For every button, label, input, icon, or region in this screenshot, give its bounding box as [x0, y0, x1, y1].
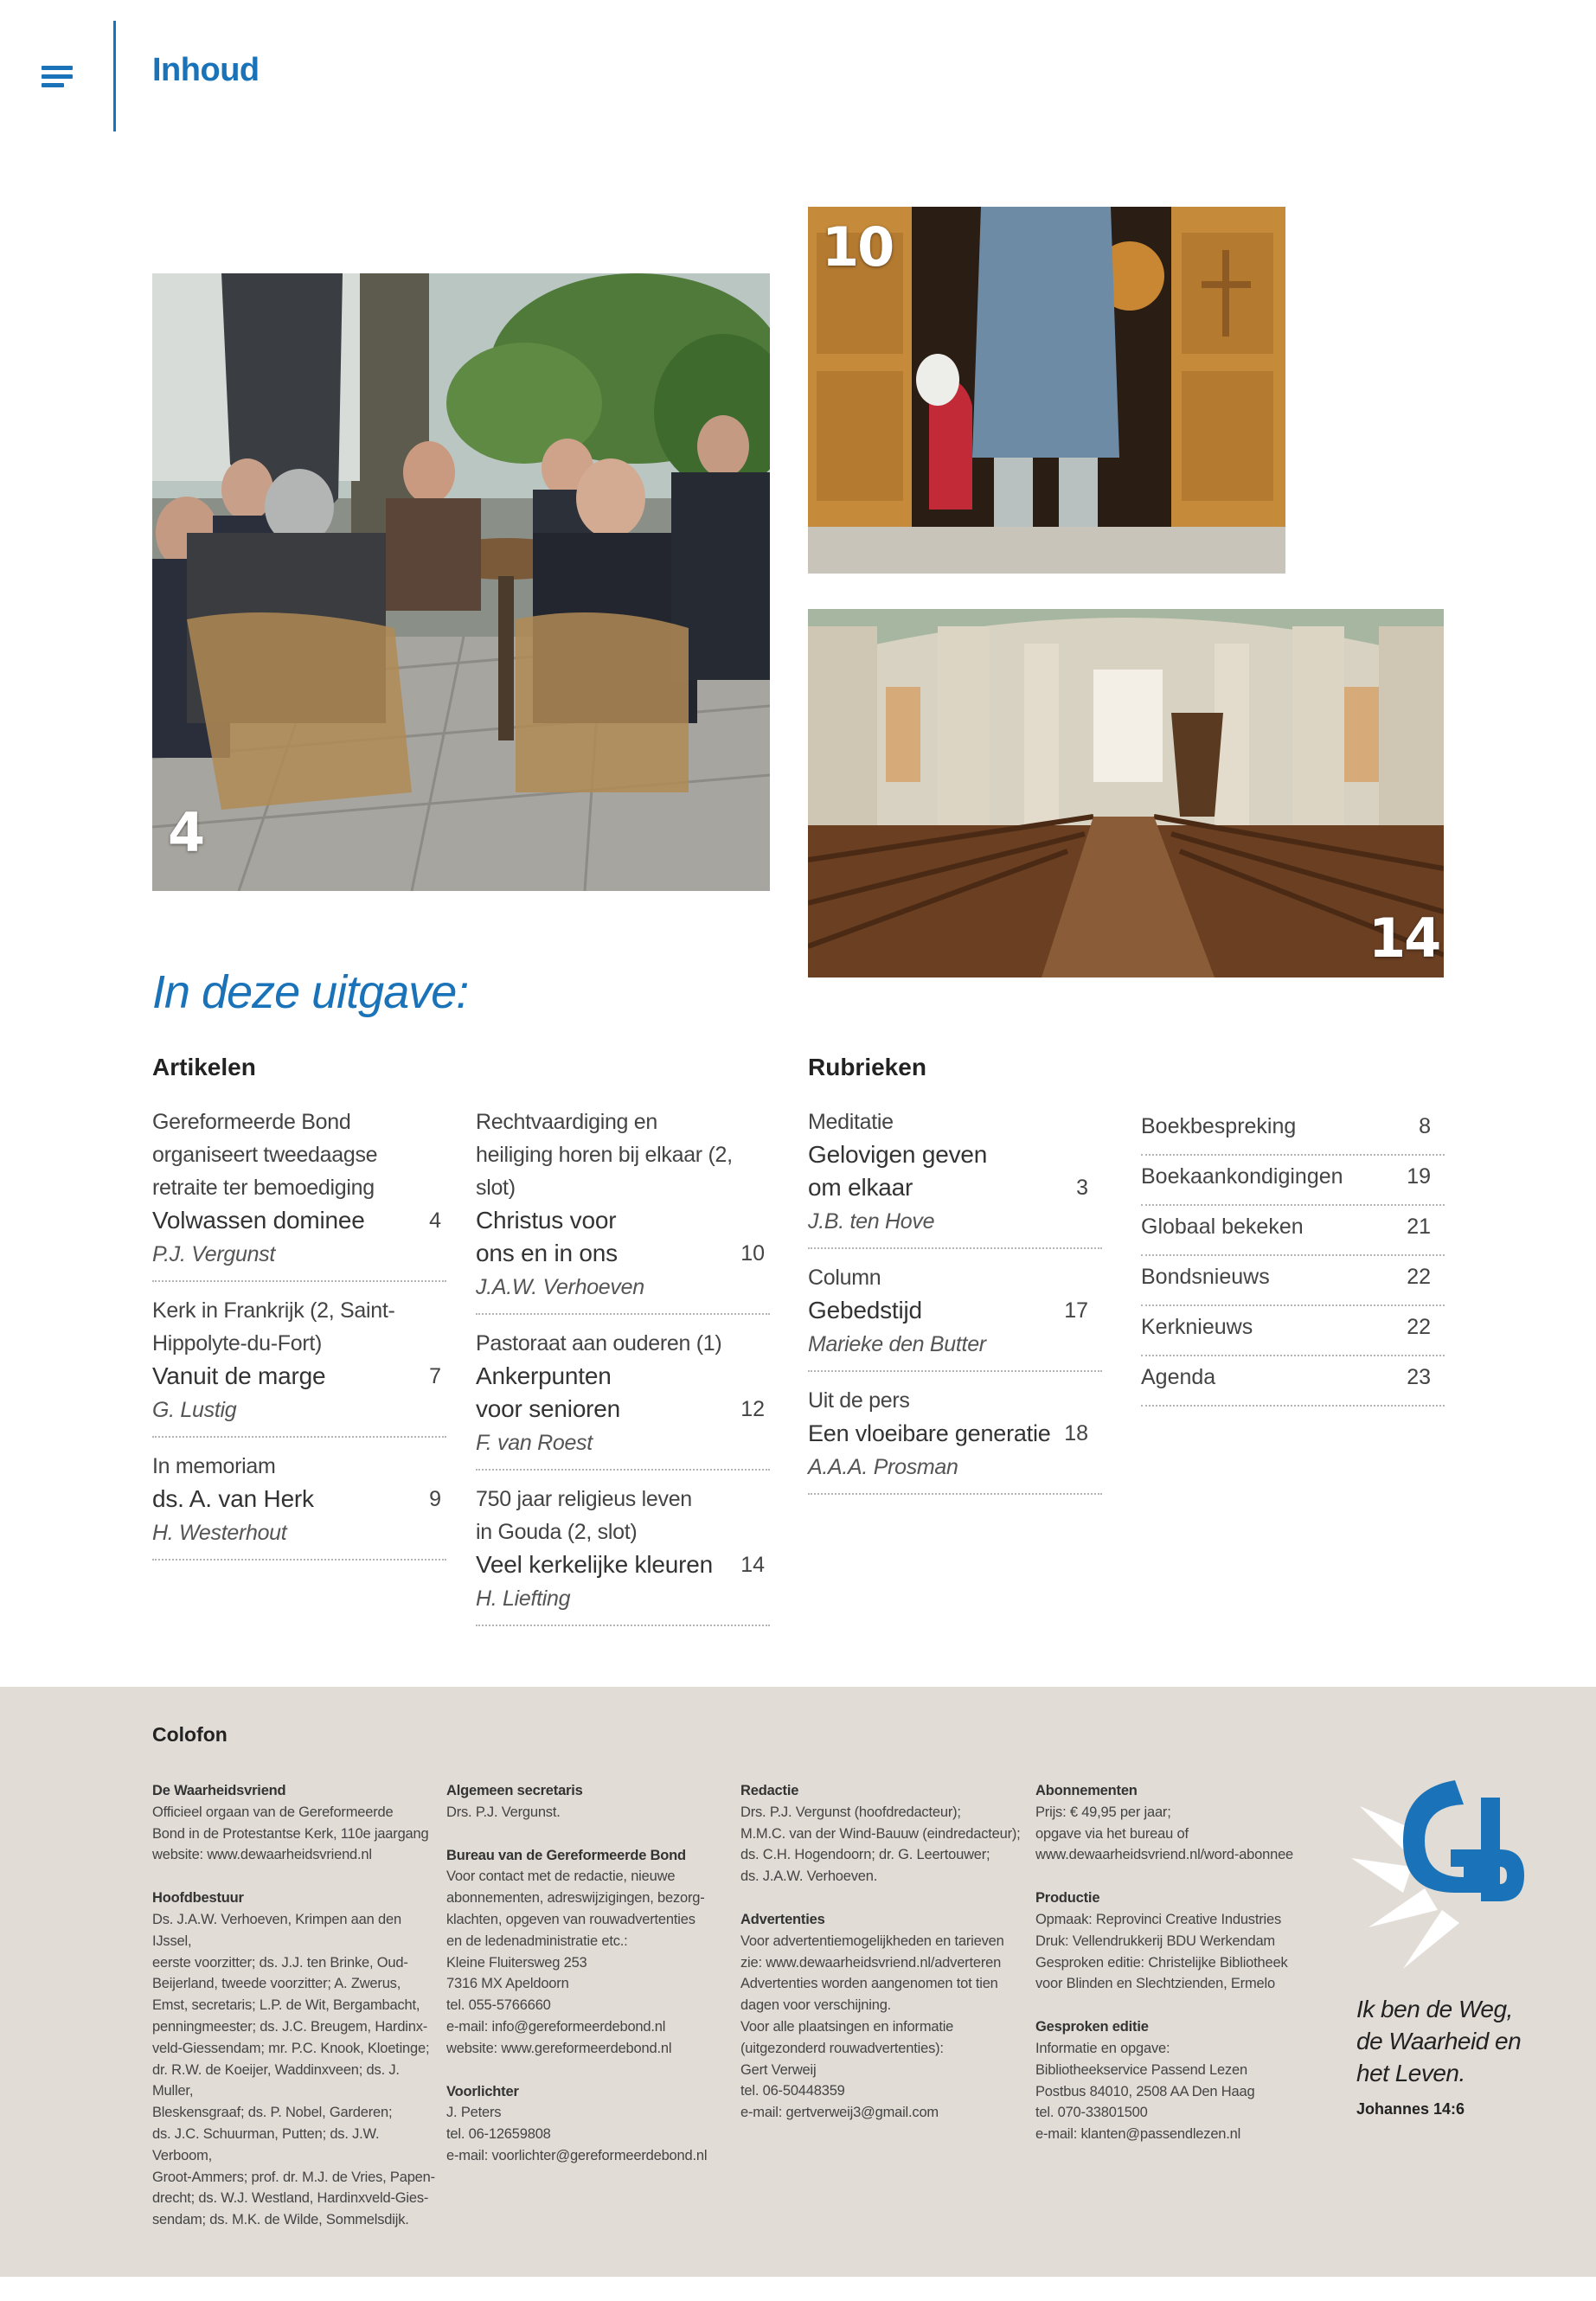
articles-column-1 — [152, 1106, 446, 1573]
toc-page: 18 — [1064, 1421, 1088, 1445]
colofon-block-heading: Hoofdbestuur — [152, 1890, 244, 1907]
rubriek-label: Globaal bekeken — [1141, 1215, 1304, 1239]
colofon-gap — [1035, 1995, 1321, 2016]
toc-title: Veel kerkelijke kleuren — [476, 1551, 713, 1578]
rubriek-page: 21 — [1407, 1215, 1431, 1239]
toc-entry[interactable] — [152, 1106, 446, 1282]
toc-page: 17 — [1064, 1298, 1088, 1323]
rubriek-entry[interactable] — [1141, 1106, 1445, 1156]
colofon-block-heading: Algemeen secretaris — [446, 1783, 583, 1798]
colofon-line: Bleskensgraaf; ds. P. Nobel, Garderen; — [152, 2105, 393, 2121]
motto-reference: Johannes 14:6 — [1356, 2100, 1465, 2118]
colofon-column-2 — [446, 1780, 732, 2167]
colofon-line: veld-Giessendam; mr. P.C. Knook, Kloetinge; — [152, 2040, 430, 2056]
toc-author: P.J. Vergunst — [152, 1242, 276, 1266]
colofon-line: Advertenties worden aangenomen tot tien — [740, 1976, 998, 1992]
photo-meeting[interactable] — [152, 273, 770, 891]
colofon-line: ds. J.C. Schuurman, Putten; ds. J.W. Verboom, — [152, 2125, 380, 2163]
toc-kicker: In memoriam — [152, 1454, 276, 1478]
toc-kicker: Rechtvaardiging en heiliging horen bij elkaar (2, slot) — [476, 1110, 733, 1200]
colofon-column-4 — [1035, 1780, 1321, 2145]
toc-author: H. Liefting — [476, 1586, 571, 1611]
toc-entry[interactable] — [808, 1384, 1102, 1495]
toc-kicker: Pastoraat aan ouderen (1) — [476, 1331, 722, 1356]
toc-entry[interactable] — [152, 1294, 446, 1438]
colofon-line: sendam; ds. M.K. de Wilde, Sommelsdijk. — [152, 2212, 409, 2228]
toc-entry[interactable] — [808, 1106, 1102, 1249]
colofon-column-1 — [152, 1780, 438, 2231]
colofon-line: klachten, opgeven van rouwadvertenties — [446, 1911, 695, 1927]
colofon-line: penningmeester; ds. J.C. Breugem, Hardinx- — [152, 2018, 428, 2035]
colofon-gap — [446, 1823, 732, 1845]
motto — [1356, 1993, 1521, 2089]
page-title: Inhoud — [152, 52, 260, 88]
rubriek-entry[interactable] — [1141, 1156, 1445, 1206]
rubriek-page: 22 — [1407, 1315, 1431, 1339]
colofon-line: Gert Verweij — [740, 2061, 817, 2078]
toc-entry[interactable] — [152, 1450, 446, 1561]
toc-author: J.A.W. Verhoeven — [476, 1275, 644, 1299]
menu-icon[interactable] — [42, 66, 73, 88]
colofon-line: 7316 MX Apeldoorn — [446, 1976, 569, 1992]
colofon-block-heading: Bureau van de Gereformeerde Bond — [446, 1847, 686, 1863]
rubriek-label: Kerknieuws — [1141, 1315, 1253, 1339]
rubriek-entry[interactable] — [1141, 1256, 1445, 1306]
toc-kicker: Meditatie — [808, 1110, 894, 1134]
colofon-line: abonnementen, adreswijzigingen, bezorg- — [446, 1890, 705, 1907]
colofon-line: J. Peters — [446, 2105, 502, 2121]
colofon-line: opgave via het bureau of — [1035, 1825, 1189, 1842]
colofon-line: eerste voorzitter; ds. J.J. ten Brinke, Oud- — [152, 1954, 408, 1971]
church-interior-image — [808, 609, 1444, 977]
colofon-line: www.dewaarheidsvriend.nl/word-abonnee — [1035, 1847, 1294, 1863]
colofon-gap — [740, 1888, 1026, 1909]
toc-kicker: 750 jaar religieus leven in Gouda (2, slot) — [476, 1487, 692, 1544]
toc-author: J.B. ten Hove — [808, 1209, 935, 1234]
toc-title: Ankerpunten voor senioren — [476, 1362, 621, 1422]
toc-kicker: Column — [808, 1266, 881, 1290]
colofon-line: Prijs: € 49,95 per jaar; — [1035, 1804, 1171, 1820]
colofon-block-heading: Gesproken editie — [1035, 2019, 1149, 2035]
colofon-gap — [446, 2060, 732, 2081]
toc-entry[interactable] — [476, 1483, 770, 1626]
photo-page-number: 4 — [168, 801, 204, 864]
rubriek-page: 23 — [1407, 1365, 1431, 1389]
toc-title: ds. A. van Herk — [152, 1485, 314, 1512]
colofon-gap — [1035, 1866, 1321, 1888]
colofon-line: Voor contact met de redactie, nieuwe — [446, 1868, 676, 1885]
rubriek-label: Bondsnieuws — [1141, 1265, 1270, 1289]
colofon-line: Druk: Vellendrukkerij BDU Werkendam — [1035, 1932, 1275, 1949]
colofon-line: tel. 06-12659808 — [446, 2126, 551, 2143]
colofon-line: dr. R.W. de Koeijer, Waddinxveen; ds. J. Muller, — [152, 2061, 400, 2099]
colofon-line: Voor alle plaatsingen en informatie — [740, 2018, 954, 2035]
colofon-line: ds. C.H. Hogendoorn; dr. G. Leertouwer; — [740, 1847, 990, 1863]
toc-author: H. Westerhout — [152, 1521, 287, 1545]
toc-title: Christus voor ons en in ons — [476, 1207, 618, 1266]
photo-page-number: 14 — [1368, 907, 1440, 970]
gb-logo-icon — [1351, 1780, 1524, 1969]
colofon-heading: Colofon — [152, 1723, 228, 1746]
colofon-line: tel. 06-50448359 — [740, 2083, 845, 2099]
colofon-line: Drs. P.J. Vergunst. — [446, 1804, 561, 1820]
toc-title: Volwassen dominee — [152, 1207, 365, 1234]
section-title-rubrieken: Rubrieken — [808, 1054, 926, 1080]
rubriek-entry[interactable] — [1141, 1356, 1445, 1407]
colofon-line: dagen voor verschijning. — [740, 1997, 892, 2014]
toc-title: Vanuit de marge — [152, 1362, 326, 1389]
toc-page: 9 — [429, 1487, 441, 1511]
rubriek-entry[interactable] — [1141, 1206, 1445, 1256]
colofon-line: e-mail: voorlichter@gereformeerdebond.nl — [446, 2147, 708, 2163]
rubriek-label: Agenda — [1141, 1365, 1216, 1389]
toc-kicker: Gereformeerde Bond organiseert tweedaagse retraite ter bemoediging — [152, 1110, 378, 1200]
header-divider — [113, 21, 116, 131]
toc-kicker: Kerk in Frankrijk (2, Saint-Hippolyte-du-Fort) — [152, 1298, 395, 1356]
rubriek-page: 22 — [1407, 1265, 1431, 1289]
colofon-line: tel. 055-5766660 — [446, 1997, 551, 2014]
colofon-line: ds. J.A.W. Verhoeven. — [740, 1868, 878, 1885]
toc-author: F. van Roest — [476, 1431, 593, 1455]
rubriek-entry[interactable] — [1141, 1306, 1445, 1356]
toc-entry[interactable] — [476, 1106, 770, 1315]
toc-page: 12 — [740, 1397, 765, 1421]
colofon-line: en de ledenadministratie etc.: — [446, 1932, 628, 1949]
colofon-line: voor Blinden en Slechtzienden, Ermelo — [1035, 1976, 1275, 1992]
colofon-line: tel. 070-33801500 — [1035, 2105, 1148, 2121]
toc-kicker: Uit de pers — [808, 1388, 910, 1413]
colofon-gap — [152, 1866, 438, 1888]
toc-page: 3 — [1076, 1176, 1088, 1200]
colofon-line: Emst, secretaris; L.P. de Wit, Bergambacht, — [152, 1997, 420, 2014]
photo-page-number: 10 — [822, 215, 894, 279]
colofon-line: e-mail: info@gereformeerdebond.nl — [446, 2018, 666, 2035]
toc-page: 4 — [429, 1208, 441, 1233]
colofon-line: Kleine Fluitersweg 253 — [446, 1954, 587, 1971]
colofon-line: Bond in de Protestantse Kerk, 110e jaargang — [152, 1825, 429, 1842]
colofon-line: e-mail: gertverweij3@gmail.com — [740, 2105, 939, 2121]
toc-entry[interactable] — [808, 1261, 1102, 1372]
colofon-line: Voor advertentiemogelijkheden en tarieven — [740, 1932, 1004, 1949]
articles-column-2 — [476, 1106, 770, 1638]
colofon-block-heading: Voorlichter — [446, 2083, 519, 2099]
photo-church-interior[interactable] — [808, 609, 1444, 977]
colofon-line: Groot-Ammers; prof. dr. M.J. de Vries, Papen- — [152, 2169, 435, 2185]
toc-author: G. Lustig — [152, 1398, 237, 1422]
colofon-line: zie: www.dewaarheidsvriend.nl/adverteren — [740, 1954, 1002, 1971]
toc-title: Gelovigen geven om elkaar — [808, 1141, 988, 1201]
colofon-line: Informatie en opgave: — [1035, 2040, 1170, 2056]
rubrieken-column-1 — [808, 1106, 1102, 1507]
toc-entry[interactable] — [476, 1327, 770, 1471]
colofon-block-heading: Redactie — [740, 1783, 799, 1798]
toc-page: 7 — [429, 1364, 441, 1388]
motto-line: de Waarheid en — [1356, 2028, 1522, 2054]
colofon-line: Drs. P.J. Vergunst (hoofdredacteur); — [740, 1804, 961, 1820]
colofon-block-heading: Abonnementen — [1035, 1783, 1138, 1798]
issue-heading: In deze uitgave: — [152, 966, 469, 1018]
colofon-line: Beijerland, tweede voorzitter; A. Zwerus, — [152, 1976, 401, 1992]
meeting-image — [152, 273, 770, 891]
colofon-block-heading: De Waarheidsvriend — [152, 1783, 286, 1798]
colofon-column-3 — [740, 1780, 1026, 2124]
colofon-line: Gesproken editie: Christelijke Bibliotheek — [1035, 1954, 1288, 1971]
toc-author: Marieke den Butter — [808, 1332, 986, 1356]
colofon-line: e-mail: klanten@passendlezen.nl — [1035, 2126, 1241, 2143]
colofon-block-heading: Productie — [1035, 1890, 1100, 1907]
photo-church-doors[interactable] — [808, 207, 1285, 574]
rubrieken-column-2 — [1141, 1106, 1445, 1407]
colofon-line: (uitgezonderd rouwadvertenties): — [740, 2040, 944, 2056]
colofon-block-heading: Advertenties — [740, 1911, 825, 1927]
colofon-line: M.M.C. van der Wind-Bauuw (eindredacteur); — [740, 1825, 1021, 1842]
rubriek-label: Boekbespreking — [1141, 1114, 1297, 1138]
motto-line: Ik ben de Weg, — [1356, 1996, 1513, 2022]
motto-line: het Leven. — [1356, 2060, 1465, 2086]
toc-author: A.A.A. Prosman — [808, 1455, 958, 1479]
toc-page: 14 — [740, 1553, 765, 1577]
colofon-line: Ds. J.A.W. Verhoeven, Krimpen aan den IJssel, — [152, 1911, 401, 1949]
colofon-line: website: www.gereformeerdebond.nl — [446, 2040, 672, 2056]
toc-title: Gebedstijd — [808, 1297, 922, 1324]
colofon-line: Opmaak: Reprovinci Creative Industries — [1035, 1911, 1282, 1927]
colofon-line: drecht; ds. W.J. Westland, Hardinxveld-Gies- — [152, 2190, 429, 2207]
colofon-line: Postbus 84010, 2508 AA Den Haag — [1035, 2083, 1255, 2099]
colofon-line: Bibliotheekservice Passend Lezen — [1035, 2061, 1247, 2078]
rubriek-page: 8 — [1419, 1114, 1431, 1138]
colofon-line: Officieel orgaan van de Gereformeerde — [152, 1804, 394, 1820]
rubriek-label: Boekaankondigingen — [1141, 1164, 1343, 1189]
colofon-line: website: www.dewaarheidsvriend.nl — [152, 1847, 372, 1863]
section-title-artikelen: Artikelen — [152, 1054, 256, 1080]
rubriek-page: 19 — [1407, 1164, 1431, 1189]
toc-title: Een vloeibare generatie — [808, 1420, 1051, 1446]
toc-page: 10 — [740, 1241, 765, 1266]
